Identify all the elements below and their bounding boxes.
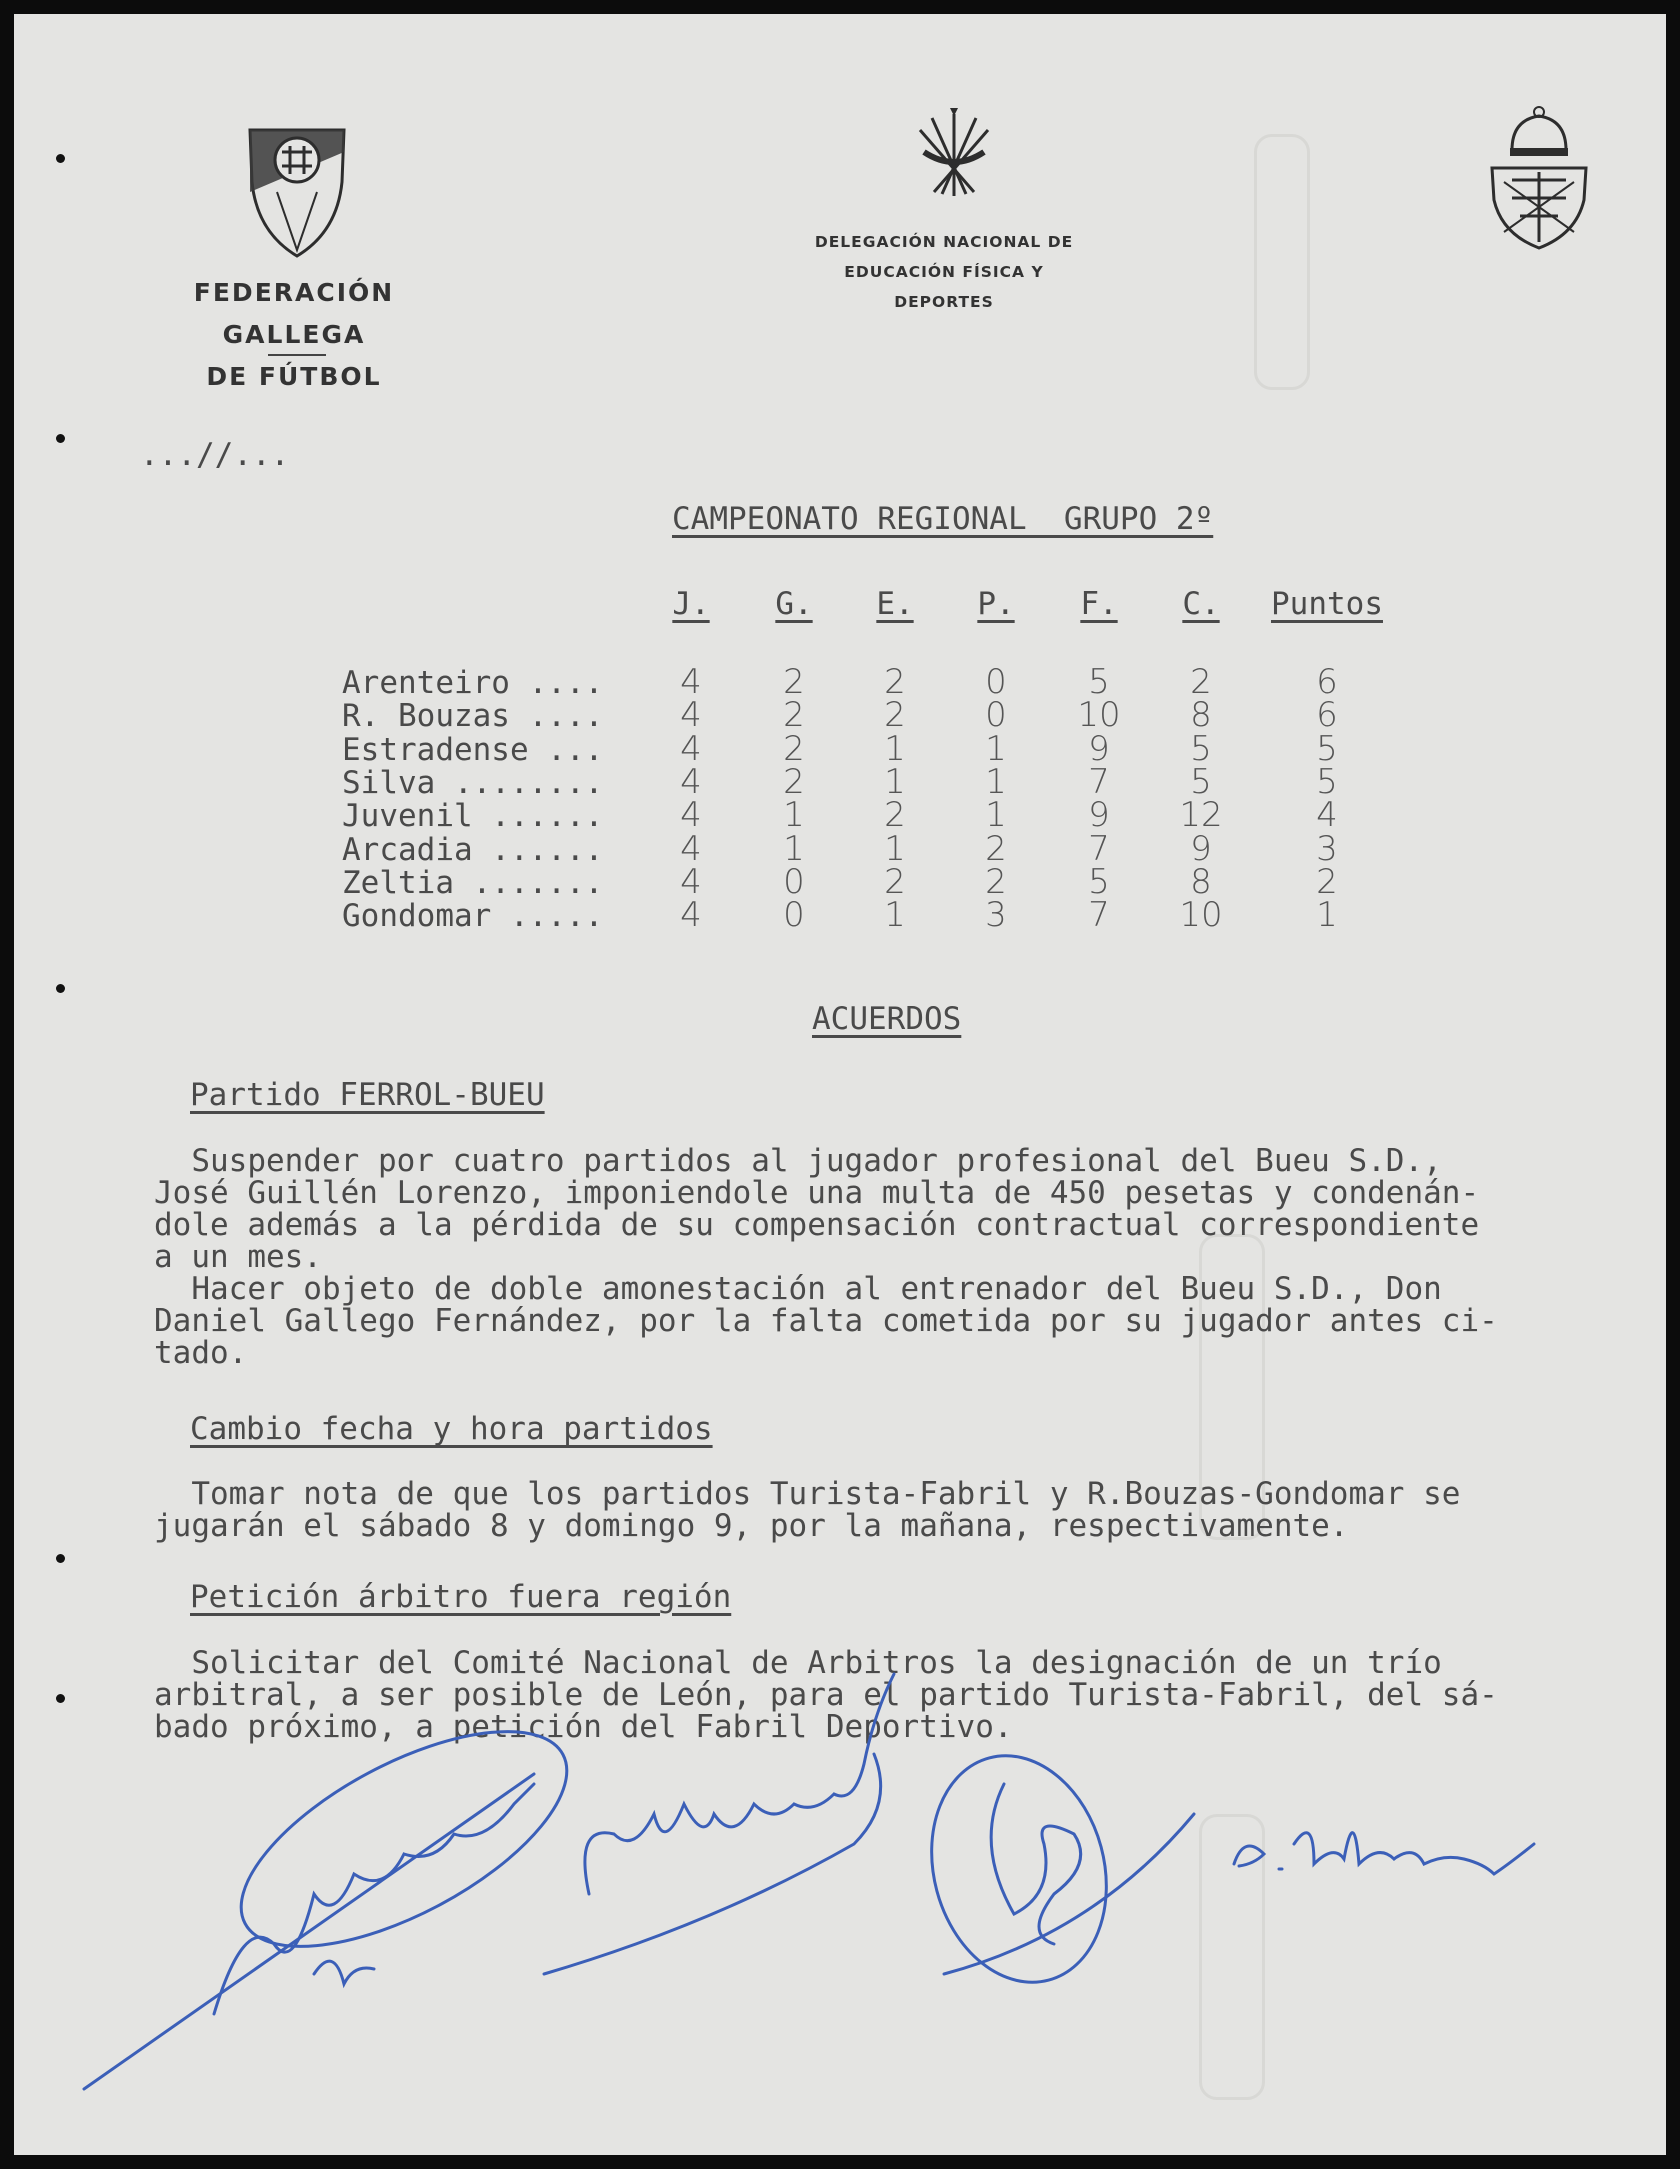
- margin-hole: [56, 1694, 65, 1703]
- column-header: P.: [977, 586, 1015, 622]
- table-cell: 2: [884, 695, 906, 736]
- table-cell: 5: [1088, 662, 1110, 702]
- table-cell: 4: [680, 728, 702, 769]
- table-cell: 1: [884, 895, 906, 936]
- column-header: J.: [672, 586, 710, 622]
- table-cell: 4: [680, 761, 702, 802]
- body-line: Solicitar del Comité Nacional de Arbitros la designación de un trío: [154, 1645, 1442, 1681]
- table-cell: 2: [783, 728, 805, 769]
- table-cell: 4: [680, 828, 702, 869]
- table-cell: 9: [1088, 795, 1110, 836]
- body-line: bado próximo, a petición del Fabril Deportivo.: [154, 1709, 1013, 1745]
- body-line: Hacer objeto de doble amonestación al entrenador del Bueu S.D., Don: [154, 1271, 1442, 1307]
- team-name: Zeltia .......: [342, 864, 604, 901]
- table-cell: 0: [783, 861, 805, 902]
- signature-2: [544, 1674, 894, 1974]
- table-cell: 1: [884, 828, 906, 869]
- team-name: Arenteiro ....: [342, 665, 604, 701]
- section-heading-peticion-arbitro: Petición árbitro fuera región: [190, 1579, 732, 1615]
- table-title: CAMPEONATO REGIONAL GRUPO 2º: [672, 501, 1214, 537]
- table-cell: 0: [783, 895, 805, 936]
- table-cell: 2: [1190, 662, 1212, 702]
- table-cell: 4: [680, 861, 702, 902]
- table-cell: 5: [1088, 861, 1110, 902]
- signature-4: [1234, 1833, 1534, 1874]
- table-cell: 1: [985, 795, 1007, 836]
- table-cell: 0: [985, 695, 1007, 736]
- table-cell: 1: [884, 761, 906, 802]
- column-header: G.: [775, 586, 813, 622]
- body-line: jugarán el sábado 8 y domingo 9, por la mañana, respectivamente.: [154, 1508, 1349, 1544]
- team-name: Estradense ...: [342, 731, 604, 768]
- acuerdos-heading: ACUERDOS: [812, 1001, 962, 1037]
- body-line: arbitral, a ser posible de León, para el partido Turista-Fabril, del sá-: [154, 1677, 1498, 1713]
- table-cell: 9: [1190, 828, 1212, 869]
- column-header: F.: [1080, 586, 1118, 622]
- signatures-area: [14, 14, 1666, 2155]
- column-header: E.: [876, 586, 914, 622]
- table-cell: 5: [1316, 728, 1338, 769]
- team-name: Gondomar .....: [342, 898, 604, 935]
- table-cell: 10: [1077, 695, 1121, 736]
- table-cell: 5: [1190, 761, 1212, 802]
- signature-1: [84, 1688, 598, 2089]
- document-page: [14, 14, 1666, 2155]
- table-cell: 4: [680, 662, 702, 702]
- delegation-name-line-2: EDUCACIÓN FÍSICA Y DEPORTES: [844, 263, 1044, 311]
- table-cell: 2: [884, 662, 906, 702]
- margin-hole: [56, 154, 65, 163]
- body-line: tado.: [154, 1335, 248, 1371]
- table-cell: 5: [1190, 728, 1212, 769]
- body-line: dole además a la pérdida de su compensación contractual correspondiente: [154, 1207, 1480, 1243]
- margin-hole: [56, 984, 65, 993]
- table-cell: 2: [1316, 861, 1338, 902]
- table-cell: 7: [1088, 828, 1110, 869]
- table-cell: 1: [783, 828, 805, 869]
- table-cell: 4: [680, 695, 702, 736]
- table-cell: 1: [783, 795, 805, 836]
- table-cell: 2: [985, 828, 1007, 869]
- table-cell: 7: [1088, 895, 1110, 936]
- body-line: José Guillén Lorenzo, imponiendole una multa de 450 pesetas y condenán-: [154, 1175, 1480, 1211]
- table-cell: 1: [884, 728, 906, 769]
- table-cell: 2: [884, 795, 906, 836]
- table-cell: 8: [1190, 695, 1212, 736]
- body-line: Suspender por cuatro partidos al jugador profesional del Bueu S.D.,: [154, 1143, 1442, 1179]
- table-cell: 4: [680, 895, 702, 936]
- team-name: Silva ........: [342, 764, 604, 801]
- table-cell: 1: [985, 761, 1007, 802]
- team-name: R. Bouzas ....: [342, 698, 604, 735]
- signature-3: [907, 1736, 1194, 2002]
- table-cell: 3: [985, 895, 1007, 936]
- margin-hole: [56, 434, 65, 443]
- column-header: C.: [1182, 586, 1220, 622]
- table-cell: 6: [1316, 662, 1338, 702]
- reference-mark: ...//...: [140, 437, 290, 473]
- delegation-name-line-1: DELEGACIÓN NACIONAL DE: [814, 233, 1074, 251]
- table-cell: 7: [1088, 761, 1110, 802]
- body-line: a un mes.: [154, 1239, 322, 1275]
- table-cell: 4: [680, 795, 702, 836]
- table-cell: 5: [1316, 761, 1338, 802]
- column-header: Puntos: [1271, 586, 1383, 622]
- table-cell: 12: [1179, 795, 1223, 836]
- section-heading-cambio-fecha: Cambio fecha y hora partidos: [190, 1411, 713, 1447]
- table-cell: 3: [1316, 828, 1338, 869]
- federation-name-line-2: DE FÚTBOL: [206, 362, 382, 391]
- table-cell: 2: [783, 695, 805, 736]
- table-cell: 2: [783, 662, 805, 702]
- team-name: Juvenil ......: [342, 798, 604, 835]
- table-cell: 2: [884, 861, 906, 902]
- body-line: Tomar nota de que los partidos Turista-Fabril y R.Bouzas-Gondomar se: [154, 1476, 1461, 1512]
- table-cell: 10: [1179, 895, 1223, 936]
- section-heading-ferrol-bueu: Partido FERROL-BUEU: [190, 1077, 545, 1113]
- table-cell: 6: [1316, 695, 1338, 736]
- table-cell: 1: [1316, 895, 1338, 936]
- table-cell: 8: [1190, 861, 1212, 902]
- table-cell: 2: [783, 761, 805, 802]
- table-cell: 9: [1088, 728, 1110, 769]
- body-line: Daniel Gallego Fernández, por la falta cometida por su jugador antes ci-: [154, 1303, 1498, 1339]
- table-cell: 0: [985, 662, 1007, 702]
- table-cell: 4: [1316, 795, 1338, 836]
- federation-name-line-1: FEDERACIÓN GALLEGA: [193, 278, 395, 349]
- team-name: Arcadia ......: [342, 831, 604, 868]
- margin-hole: [56, 1554, 65, 1563]
- table-cell: 2: [985, 861, 1007, 902]
- table-cell: 1: [985, 728, 1007, 769]
